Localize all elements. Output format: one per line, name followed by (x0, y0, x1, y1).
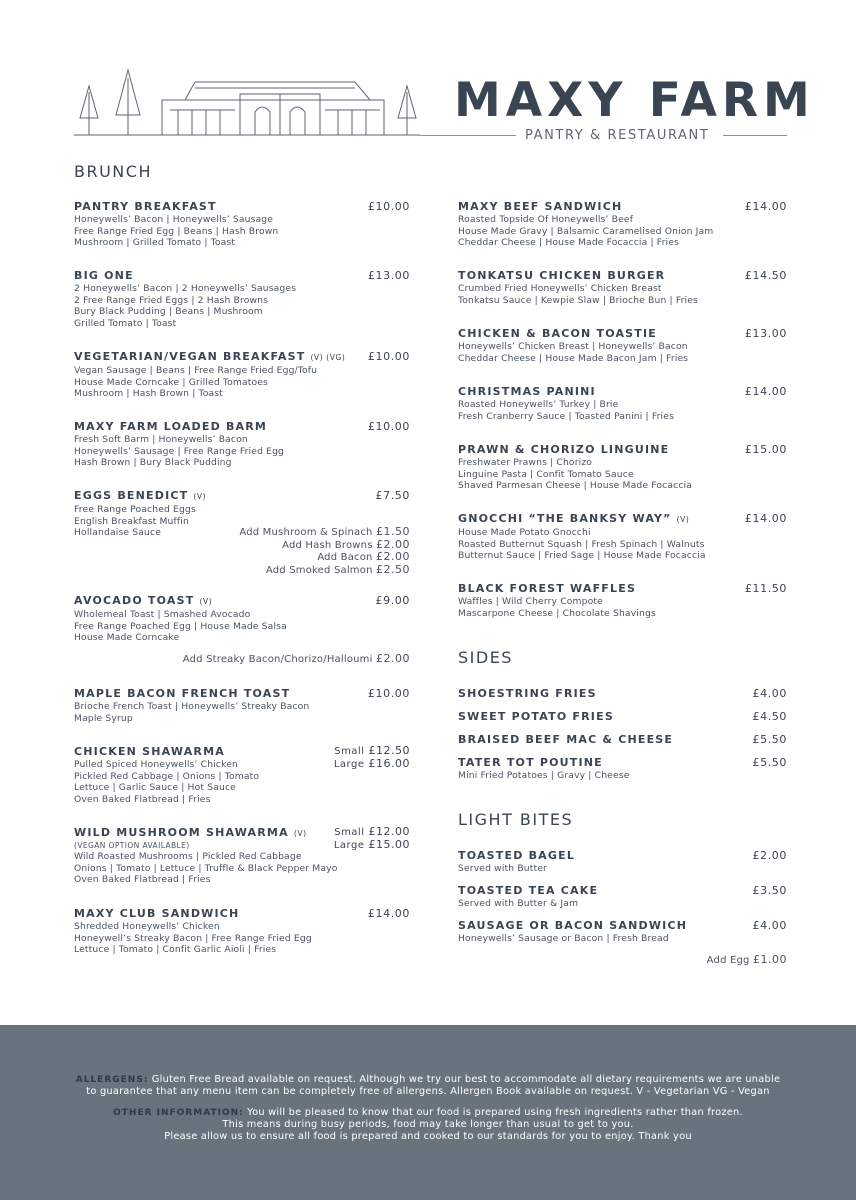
subtitle-rule-right (723, 135, 787, 136)
item-desc: Free Range Poached Eggs (74, 504, 196, 515)
item-price: £14.00 (744, 200, 787, 213)
item-desc: House Made Gravy | Balsamic Caramelised Onion Jam (458, 225, 714, 237)
item-name: TATER TOT POUTINE (458, 756, 603, 769)
menu-item (458, 733, 787, 747)
item-price: £4.00 (752, 687, 787, 700)
size-price: £12.00 (368, 825, 410, 838)
item-desc: Hash Brown | Bury Black Pudding (74, 457, 232, 469)
diet-tag: (V) (193, 492, 207, 501)
size-label: Large (333, 840, 365, 851)
other-info-line: Please allow us to ensure all food is prepared and cooked to our standards for you to enjoy. Thank you (164, 1131, 692, 1142)
other-info-line: This means during busy periods, food may take longer than usual to get to you. (222, 1119, 634, 1130)
item-desc: Butternut Sauce | Fried Sage | House Made Focaccia (458, 550, 706, 562)
menu-item (74, 687, 410, 724)
item-desc: Freshwater Prawns | Chorizo (458, 457, 593, 468)
item-name: BLACK FOREST WAFFLES (458, 582, 637, 595)
other-info (0, 1107, 856, 1143)
restaurant-subtitle: PANTRY & RESTAURANT (525, 128, 710, 143)
item-name (74, 594, 410, 609)
size-prices (334, 826, 410, 852)
menu-item (458, 582, 787, 619)
menu-item (74, 907, 410, 956)
item-name: MAXY BEEF SANDWICH (458, 200, 623, 213)
size-label: Small (334, 827, 365, 838)
item-desc: English Breakfast Muffin (74, 515, 189, 527)
item-price: £13.00 (744, 327, 787, 340)
item-price: £5.50 (752, 756, 787, 769)
item-desc: House Made Corncake (74, 632, 180, 644)
item-desc: 2 Free Range Fried Eggs | 2 Hash Browns (74, 294, 269, 306)
diet-tag: (V) (293, 829, 307, 838)
item-desc: House Made Corncake | Grilled Tomatoes (74, 376, 268, 388)
vegan-option-note: (VEGAN OPTION AVAILABLE) (74, 841, 190, 850)
item-price: £7.50 (375, 489, 410, 502)
addon-line (183, 653, 410, 666)
item-desc: Linguine Pasta | Confit Tomato Sauce (458, 468, 634, 480)
item-desc: Oven Baked Flatbread | Fries (74, 874, 211, 886)
item-desc: Honeywells’ Sausage | Free Range Fried Egg (74, 445, 285, 457)
item-desc: Served with Butter & Jam (458, 898, 579, 909)
addon-label: Add Hash Browns (282, 539, 373, 551)
item-name: TOASTED BAGEL (458, 849, 576, 862)
addon-label: Add Streaky Bacon/Chorizo/Halloumi (182, 654, 373, 665)
item-desc: Wholemeal Toast | Smashed Avocado (74, 609, 251, 620)
size-price: £15.00 (368, 838, 410, 851)
item-price: £4.00 (752, 919, 787, 932)
item-desc: Free Range Poached Egg | House Made Salsa (74, 620, 287, 632)
item-desc: Mascarpone Cheese | Chocolate Shavings (458, 607, 656, 619)
item-desc: House Made Potato Gnocchi (458, 527, 591, 538)
item-price: £2.00 (752, 849, 787, 862)
size-label: Large (333, 759, 365, 770)
menu-item (458, 919, 787, 945)
item-desc: Vegan Sausage | Beans | Free Range Fried Egg/Tofu (74, 365, 318, 376)
size-label: Small (334, 746, 365, 757)
other-info-text: You will be pleased to know that our food is prepared using fresh ingredients rather than frozen. (247, 1107, 743, 1118)
item-price: £3.50 (752, 884, 787, 897)
item-desc: Cheddar Cheese | House Made Bacon Jam | Fries (458, 352, 689, 364)
item-desc: Grilled Tomato | Toast (74, 318, 177, 330)
allergens-text: Gluten Free Bread available on request. Although we try our best to accommodate all dietary requirements we are unable (151, 1074, 781, 1085)
menu-item (458, 710, 787, 724)
item-desc: Shredded Honeywells’ Chicken (74, 921, 220, 932)
addon-price: £2.00 (376, 550, 410, 564)
item-desc: Waffles | Wild Cherry Compote (458, 596, 603, 607)
menu-item (458, 443, 787, 492)
item-desc: Honeywell’s Streaky Bacon | Free Range Fried Egg (74, 932, 312, 944)
item-desc: Pulled Spiced Honeywells’ Chicken (74, 759, 238, 770)
item-name: BIG ONE (74, 269, 134, 282)
menu-item (74, 489, 410, 579)
section-title-sides: SIDES (458, 648, 513, 667)
menu-item (74, 594, 410, 669)
item-desc: Free Range Fried Egg | Beans | Hash Brown (74, 225, 279, 237)
item-name (458, 512, 787, 527)
size-price-line (334, 839, 410, 852)
item-price: £4.50 (752, 710, 787, 723)
item-price: £14.00 (367, 907, 410, 920)
menu-item (458, 385, 787, 422)
item-desc: Maple Syrup (74, 712, 133, 724)
item-price: £15.00 (744, 443, 787, 456)
item-desc: Tonkatsu Sauce | Kewpie Slaw | Brioche Bun | Fries (458, 294, 698, 306)
menu-item (74, 350, 410, 400)
item-desc: Mushroom | Hash Brown | Toast (74, 388, 223, 400)
item-desc: Served with Butter (458, 863, 547, 874)
item-desc: Roasted Topside Of Honeywells’ Beef (458, 214, 634, 225)
item-price: £14.00 (744, 512, 787, 525)
item-price: £10.00 (367, 420, 410, 433)
item-desc: Bury Black Pudding | Beans | Mushroom (74, 306, 263, 318)
item-desc: Oven Baked Flatbread | Fries (74, 794, 211, 806)
item-desc: Brioche French Toast | Honeywells’ Streaky Bacon (74, 701, 310, 712)
item-price: £9.00 (375, 594, 410, 607)
item-name-text: VEGETARIAN/VEGAN BREAKFAST (74, 350, 306, 363)
item-desc: Mushroom | Grilled Tomato | Toast (74, 237, 236, 249)
section-title-light-bites: LIGHT BITES (458, 810, 574, 829)
size-price: £12.50 (368, 744, 410, 757)
allergens-line: to guarantee that any menu item can be completely free of allergens. Allergen Book available on request. V - Vegetarian VG - Vegan (86, 1086, 770, 1097)
addon-egg (707, 954, 787, 967)
addon-label: Add Smoked Salmon (265, 565, 373, 577)
allergens-info (0, 1074, 856, 1098)
menu-item (458, 512, 787, 562)
diet-tag: (V) (676, 515, 690, 524)
other-info-line (0, 1107, 856, 1119)
item-desc: Mini Fried Potatoes | Gravy | Cheese (458, 770, 630, 781)
item-name: CHRISTMAS PANINI (458, 385, 596, 398)
item-name: MAXY CLUB SANDWICH (74, 907, 240, 920)
item-desc: Fresh Soft Barm | Honeywells’ Bacon (74, 434, 248, 445)
addon-price: £2.00 (376, 652, 410, 665)
addon-label: Add Egg (706, 955, 750, 966)
item-name-text: GNOCCHI “THE BANKSY WAY” (458, 512, 672, 525)
item-price: £10.00 (367, 687, 410, 700)
item-name: SWEET POTATO FRIES (458, 710, 614, 723)
item-name: CHICKEN SHAWARMA (74, 745, 225, 758)
item-name: SAUSAGE OR BACON SANDWICH (458, 919, 688, 932)
addon-price: £2.00 (376, 537, 410, 551)
item-name: MAXY FARM LOADED BARM (74, 420, 268, 433)
menu-item (458, 756, 787, 782)
menu-item (74, 826, 410, 886)
addon-price: £1.50 (376, 525, 410, 538)
item-name: CHICKEN & BACON TOASTIE (458, 327, 658, 340)
item-desc: Shaved Parmesan Cheese | House Made Focaccia (458, 480, 692, 492)
item-desc: Honeywells’ Bacon | Honeywells’ Sausage (74, 214, 274, 225)
addon-list (183, 653, 410, 666)
item-name: MAPLE BACON FRENCH TOAST (74, 687, 291, 700)
size-price: £16.00 (368, 757, 410, 770)
menu-item (458, 200, 787, 249)
item-price: £11.50 (744, 582, 787, 595)
item-name: TONKATSU CHICKEN BURGER (458, 269, 666, 282)
menu-item (458, 687, 787, 701)
allergens-label: ALLERGENS: (75, 1075, 149, 1085)
other-info-label: OTHER INFORMATION: (113, 1108, 244, 1118)
item-desc: Wild Roasted Mushrooms | Pickled Red Cabbage (74, 851, 302, 862)
item-desc: 2 Honeywells’ Bacon | 2 Honeywells’ Sausages (74, 283, 297, 294)
item-price: £10.00 (367, 350, 410, 363)
menu-item (74, 269, 410, 330)
diet-tag: (V) (VG) (310, 353, 346, 362)
item-price: £13.00 (367, 269, 410, 282)
farm-building-logo-icon (0, 0, 420, 150)
menu-item (74, 745, 410, 806)
item-name: SHOESTRING FRIES (458, 687, 597, 700)
item-name-text: WILD MUSHROOM SHAWARMA (74, 826, 289, 839)
size-price-line (334, 758, 410, 771)
item-desc: Pickled Red Cabbage | Onions | Tomato (74, 770, 260, 782)
item-name-text: AVOCADO TOAST (74, 594, 195, 607)
item-desc: Fresh Cranberry Sauce | Toasted Panini | Fries (458, 410, 675, 422)
addon-line (239, 564, 410, 577)
item-desc: Roasted Butternut Squash | Fresh Spinach | Walnuts (458, 538, 705, 550)
allergens-line (0, 1074, 856, 1086)
info-footer (0, 1025, 856, 1200)
menu-header (0, 0, 856, 150)
item-name: PRAWN & CHORIZO LINGUINE (458, 443, 670, 456)
restaurant-name: MAXY FARM (454, 73, 815, 128)
item-name: BRAISED BEEF MAC & CHEESE (458, 733, 674, 746)
menu-item (458, 884, 787, 910)
addon-label: Add Bacon (317, 552, 373, 564)
item-price: £5.50 (752, 733, 787, 746)
menu-item (458, 849, 787, 875)
subtitle-rule-left (420, 135, 516, 136)
addon-price: £2.50 (376, 563, 410, 577)
item-price: £10.00 (367, 200, 410, 213)
item-desc: Lettuce | Tomato | Confit Garlic Aioli | Fries (74, 944, 277, 956)
item-desc: Honeywells’ Sausage or Bacon | Fresh Bread (458, 933, 669, 944)
item-price: £14.50 (744, 269, 787, 282)
item-desc: Crumbed Fried Honeywells’ Chicken Breast (458, 283, 662, 294)
addon-list (239, 526, 410, 577)
item-name-text: EGGS BENEDICT (74, 489, 189, 502)
item-desc: Honeywells’ Chicken Breast | Honeywells’ Bacon (458, 341, 688, 352)
section-title-brunch: BRUNCH (74, 162, 152, 181)
item-desc: Cheddar Cheese | House Made Focaccia | Fries (458, 237, 679, 249)
addon-price: £1.00 (753, 953, 787, 966)
addon-label: Add Mushroom & Spinach (239, 527, 373, 538)
item-desc: Hollandaise Sauce (74, 527, 162, 539)
item-name (74, 489, 410, 504)
item-price: £14.00 (744, 385, 787, 398)
menu-item (74, 420, 410, 469)
menu-item (74, 200, 410, 249)
menu-item (458, 269, 787, 306)
item-name: TOASTED TEA CAKE (458, 884, 599, 897)
item-desc: Onions | Tomato | Lettuce | Truffle & Black Pepper Mayo (74, 862, 338, 874)
item-name (74, 350, 410, 365)
item-desc: Roasted Honeywells’ Turkey | Brie (458, 399, 619, 410)
diet-tag: (V) (199, 597, 213, 606)
size-prices (334, 745, 410, 771)
item-name: PANTRY BREAKFAST (74, 200, 217, 213)
menu-item (458, 327, 787, 364)
item-desc: Lettuce | Garlic Sauce | Hot Sauce (74, 782, 236, 794)
